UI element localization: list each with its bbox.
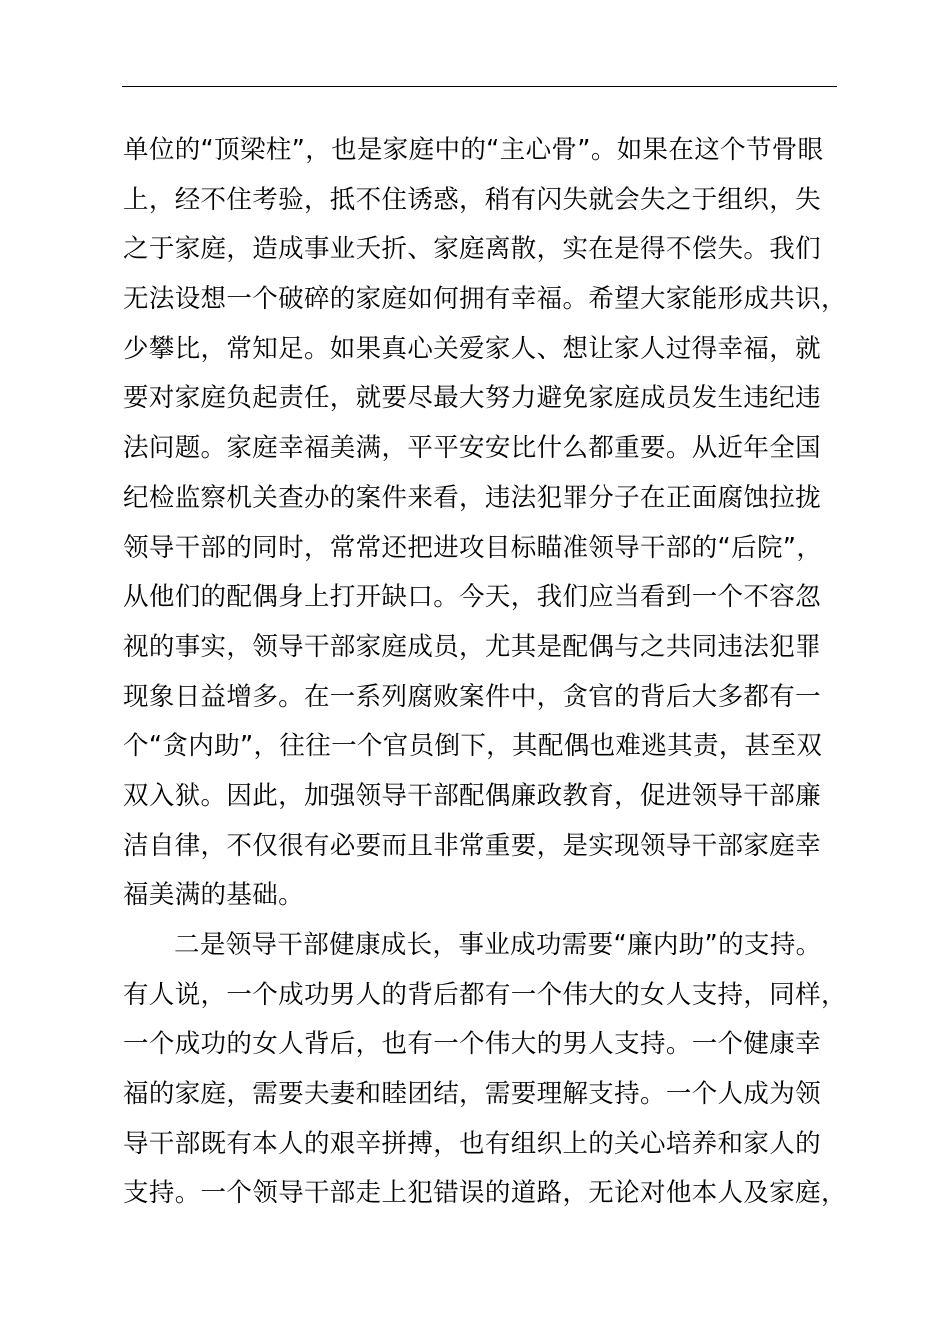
- text-line: 法问题。家庭幸福美满，平平安安比什么都重要。从近年全国: [123, 433, 821, 464]
- text-line: 有人说，一个成功男人的背后都有一个伟大的女人支持，同样，: [123, 979, 847, 1010]
- text-line: 洁自律，不仅很有必要而且非常重要，是实现领导干部家庭幸: [123, 830, 821, 861]
- body-text: [123, 126, 863, 1219]
- text-line: 领导干部的同时，常常还把进攻目标瞄准领导干部的“后院”，: [123, 532, 823, 563]
- text-line: 二是领导干部健康成长，事业成功需要“廉内助”的支持。: [174, 930, 822, 960]
- text-line: 从他们的配偶身上打开缺口。今天，我们应当看到一个不容忽: [123, 582, 821, 613]
- text-line: 支持。一个领导干部走上犯错误的道路，无论对他本人及家庭，: [123, 1178, 847, 1209]
- text-line: 纪检监察机关查办的案件来看，违法犯罪分子在正面腐蚀拉拢: [123, 482, 821, 513]
- text-line: 双入狱。因此，加强领导干部配偶廉政教育，促进领导干部廉: [123, 780, 821, 811]
- paragraph-1: [123, 126, 863, 921]
- text-line: 个“贪内助”，往往一个官员倒下，其配偶也难逃其责，甚至双: [123, 731, 823, 762]
- text-line: 一个成功的女人背后，也有一个伟大的男人支持。一个健康幸: [123, 1029, 821, 1060]
- paragraph-2: [123, 921, 863, 1219]
- text-line: 之于家庭，造成事业夭折、家庭离散，实在是得不偿失。我们: [123, 234, 821, 265]
- text-line: 导干部既有本人的艰辛拼搏，也有组织上的关心培养和家人的: [123, 1128, 821, 1159]
- text-line: 单位的“顶梁柱”，也是家庭中的“主心骨”。如果在这个节骨眼: [123, 135, 824, 165]
- text-line: 福美满的基础。: [123, 880, 304, 911]
- text-line: 现象日益增多。在一系列腐败案件中，贪官的背后大多都有一: [123, 681, 821, 712]
- text-line: 少攀比，常知足。如果真心关爱家人、想让家人过得幸福，就: [123, 333, 821, 364]
- text-line: 上，经不住考验，抵不住诱惑，稍有闪失就会失之于组织，失: [123, 184, 821, 215]
- header-rule: [122, 86, 837, 87]
- text-line: 福的家庭，需要夫妻和睦团结，需要理解支持。一个人成为领: [123, 1079, 821, 1110]
- text-line: 视的事实，领导干部家庭成员，尤其是配偶与之共同违法犯罪: [123, 631, 821, 662]
- text-line: 无法设想一个破碎的家庭如何拥有幸福。希望大家能形成共识，: [123, 284, 847, 315]
- text-line: 要对家庭负起责任，就要尽最大努力避免家庭成员发生违纪违: [123, 383, 821, 414]
